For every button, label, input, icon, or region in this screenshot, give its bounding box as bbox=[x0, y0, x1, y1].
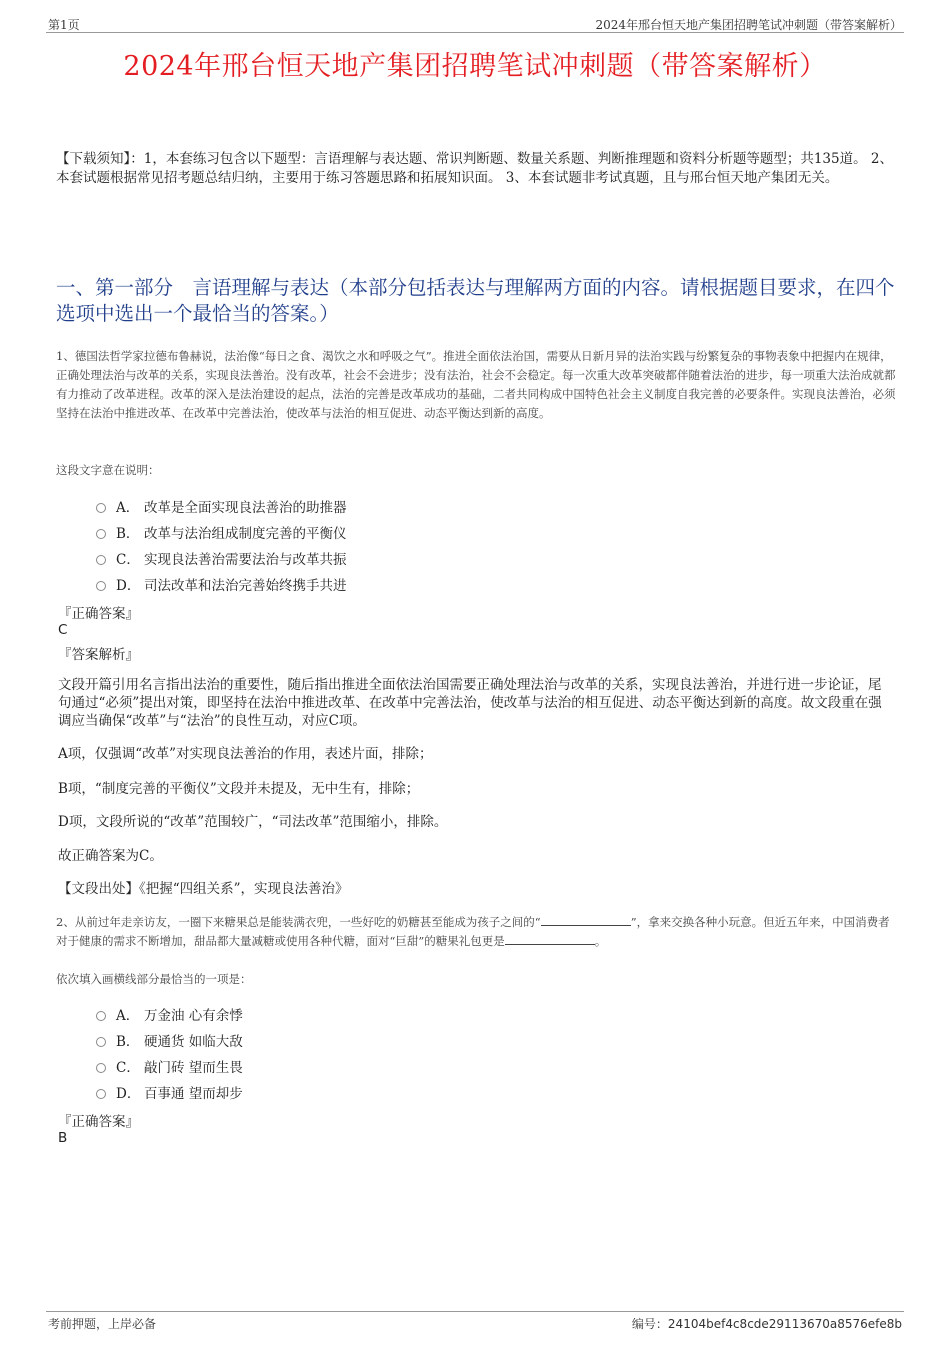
radio-icon[interactable] bbox=[96, 1011, 106, 1021]
analysis-conclusion: 故正确答案为C。 bbox=[58, 848, 163, 864]
option-text: 司法改革和法治完善始终携手共进 bbox=[144, 578, 347, 594]
document-title: 2024年邢台恒天地产集团招聘笔试冲刺题（带答案解析） bbox=[123, 51, 827, 82]
question-2-text: 2、从前过年走亲访友，一圈下来糖果总是能装满衣兜，一些好吃的奶糖甚至能成为孩子之间的“ ”，拿来交换各种小玩意。但近五年来，中国消费者对于健康的需求不断增加，甜品都大量减糖或使用各种代糖，面对“巨甜”的糖果礼包更是 。 bbox=[56, 915, 890, 948]
page-footer bbox=[46, 1311, 904, 1332]
page-number: 第1页 bbox=[48, 18, 80, 32]
option-text: 敲门砖 望而生畏 bbox=[144, 1060, 243, 1076]
page-header bbox=[46, 14, 904, 33]
document-code: 编号：24104bef4c8cde29113670a8576efe8b bbox=[631, 1317, 902, 1331]
radio-icon[interactable] bbox=[96, 1063, 106, 1073]
option-c[interactable]: C． 敲门砖 望而生畏 bbox=[96, 1053, 596, 1079]
option-a[interactable]: A． 万金油 心有余悸 bbox=[96, 1001, 596, 1027]
correct-answer: B bbox=[58, 1130, 68, 1146]
passage-source: 【文段出处】《把握“四组关系”，实现良法善治》 bbox=[58, 881, 349, 897]
question-1-options bbox=[96, 493, 596, 597]
radio-icon[interactable] bbox=[96, 503, 106, 513]
option-text: 百事通 望而却步 bbox=[144, 1086, 243, 1102]
radio-icon[interactable] bbox=[96, 1089, 106, 1099]
option-text: 硬通货 如临大敌 bbox=[144, 1034, 243, 1050]
download-notice: 【下载须知】：1，本套练习包含以下题型：言语理解与表达题、常识判断题、数量关系题、判断推理题和资料分析题等题型；共135道。 2、本套试题根据常见招考题总结归纳，主要用于练习答题思路和拓展知识面。 3、本套试题非考试真题，且与邢台恒天地产集团无关。 bbox=[56, 151, 893, 186]
correct-answer-label: 『正确答案』 bbox=[58, 606, 139, 622]
analysis-label: 『答案解析』 bbox=[58, 647, 139, 663]
footer-slogan: 考前押题，上岸必备 bbox=[48, 1317, 157, 1331]
fill-blank-1 bbox=[541, 913, 631, 926]
question-1-prompt: 这段文字意在说明： bbox=[56, 463, 160, 477]
fill-blank-2 bbox=[505, 932, 595, 945]
question-1-text: 1、德国法哲学家拉德布鲁赫说，法治像“每日之食、渴饮之水和呼吸之气”。推进全面依法治国，需要从日新月异的法治实践与纷繁复杂的事物表象中把握内在规律，正确处理法治与改革的关系，实现良法善治。没有改革，社会不会进步；没有法治，社会不会稳定。每一次重大改革突破都伴随着法治的进步，每一项重大法治成就都有力推动了改革进程。改革的深入是法治建设的起点，法治的完善是改革成功的基础，二者共同构成中国特色社会主义制度自我完善的必要条件。实现良法善治，必须坚持在法治中推进改革、在改革中完善法治，使改革与法治的相互促进、动态平衡达到新的高度。 bbox=[56, 349, 896, 420]
question-2-options bbox=[96, 1001, 596, 1105]
analysis-option-b: B项，“制度完善的平衡仪”文段并未提及，无中生有，排除； bbox=[58, 781, 420, 797]
analysis-paragraph: 文段开篇引用名言指出法治的重要性，随后指出推进全面依法治国需要正确处理法治与改革的关系，实现良法善治，并进行进一步论证，尾句通过“必须”提出对策，即坚持在法治中推进改革、在改革中完善法治，使改革与法治的相互促进、动态平衡达到新的高度。故文段重在强调应当确保“改革”与“法治”的良性互动，对应C项。 bbox=[58, 677, 882, 729]
option-b[interactable]: B． 硬通货 如临大敌 bbox=[96, 1027, 596, 1053]
option-a[interactable]: A． 改革是全面实现良法善治的助推器 bbox=[96, 493, 596, 519]
section-heading: 一、第一部分 言语理解与表达（本部分包括表达与理解两方面的内容。请根据题目要求，在四个选项中选出一个最恰当的答案。） bbox=[56, 276, 895, 325]
radio-icon[interactable] bbox=[96, 529, 106, 539]
option-text: 实现良法善治需要法治与改革共振 bbox=[144, 552, 347, 568]
option-text: 改革是全面实现良法善治的助推器 bbox=[144, 500, 347, 516]
analysis-option-d: D项，文段所说的“改革”范围较广，“司法改革”范围缩小，排除。 bbox=[58, 814, 448, 830]
option-b[interactable]: B． 改革与法治组成制度完善的平衡仪 bbox=[96, 519, 596, 545]
option-c[interactable]: C． 实现良法善治需要法治与改革共振 bbox=[96, 545, 596, 571]
radio-icon[interactable] bbox=[96, 581, 106, 591]
radio-icon[interactable] bbox=[96, 555, 106, 565]
radio-icon[interactable] bbox=[96, 1037, 106, 1047]
analysis-option-a: A项，仅强调“改革”对实现良法善治的作用，表述片面，排除； bbox=[58, 746, 433, 762]
correct-answer-label: 『正确答案』 bbox=[58, 1114, 139, 1130]
option-d[interactable]: D． 司法改革和法治完善始终携手共进 bbox=[96, 571, 596, 597]
option-text: 改革与法治组成制度完善的平衡仪 bbox=[144, 526, 347, 542]
correct-answer: C bbox=[58, 622, 68, 638]
option-d[interactable]: D． 百事通 望而却步 bbox=[96, 1079, 596, 1105]
question-2-prompt: 依次填入画横线部分最恰当的一项是： bbox=[56, 972, 252, 986]
header-doc-title: 2024年邢台恒天地产集团招聘笔试冲刺题（带答案解析） bbox=[595, 18, 902, 32]
option-text: 万金油 心有余悸 bbox=[144, 1008, 243, 1024]
